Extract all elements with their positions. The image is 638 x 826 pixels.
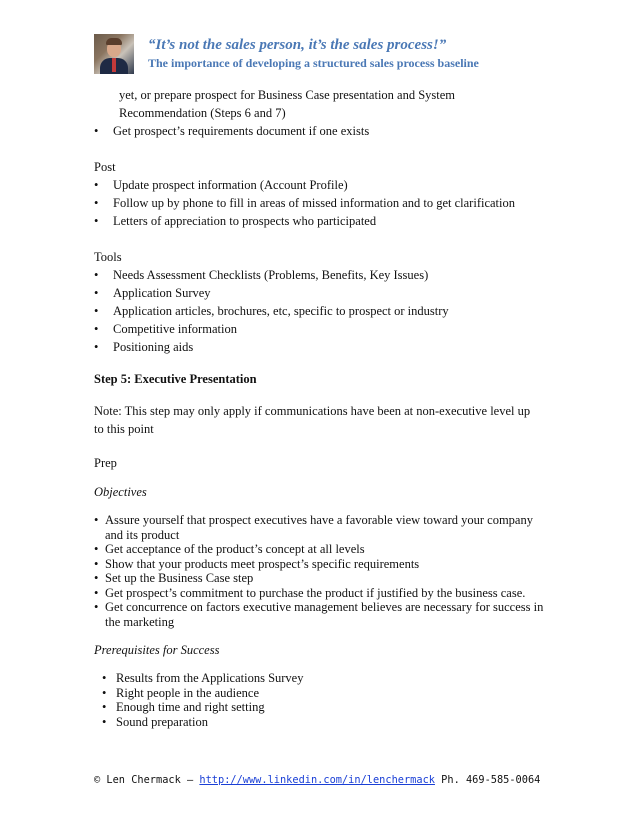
footer-phone: Ph. 469-585-0064	[434, 774, 541, 786]
list-item: • Update prospect information (Account Profile)	[94, 178, 348, 192]
list-item: • Assure yourself that prospect executives have a favorable view toward your company	[94, 513, 533, 527]
bullet-icon: •	[94, 340, 99, 354]
section-heading-post: Post	[94, 160, 116, 174]
prep-heading: Prep	[94, 456, 117, 470]
list-item: • Follow up by phone to fill in areas of missed information and to get clarification	[94, 196, 515, 210]
continued-text-line: yet, or prepare prospect for Business Case presentation and System	[119, 88, 456, 102]
bullet-icon: •	[94, 513, 99, 527]
bullet-icon: •	[94, 214, 99, 228]
linkedin-link[interactable]: http://www.linkedin.com/in/lenchermack	[199, 774, 435, 786]
section-heading-tools: Tools	[94, 250, 122, 264]
step5-heading: Step 5: Executive Presentation	[94, 372, 257, 386]
step5-note-cont: to this point	[94, 422, 154, 436]
bullet-icon: •	[94, 178, 99, 192]
prerequisites-heading: Prerequisites for Success	[94, 643, 220, 657]
bullet-icon: •	[102, 671, 107, 685]
list-item: • Results from the Applications Survey	[102, 671, 304, 685]
bullet-icon: •	[94, 124, 99, 138]
page-header	[94, 34, 614, 76]
bullet-icon: •	[94, 571, 99, 585]
list-item: • Letters of appreciation to prospects who participated	[94, 214, 377, 228]
list-item: • Get acceptance of the product’s concept at all levels	[94, 542, 365, 556]
step5-note: Note: This step may only apply if communications have been at non-executive level up	[94, 404, 531, 418]
bullet-icon: •	[94, 196, 99, 210]
list-item: • Show that your products meet prospect’s specific requirements	[94, 556, 420, 571]
bullet-icon: •	[94, 286, 99, 300]
bullet-icon: •	[94, 268, 99, 282]
author-photo	[94, 34, 134, 74]
footer-copyright: © Len Chermack –	[94, 774, 200, 786]
header-tagline: “It’s not the sales person, it’s the sales process!”	[148, 37, 447, 53]
list-item: • Right people in the audience	[102, 685, 260, 700]
bullet-icon: •	[102, 700, 107, 714]
list-item: • Application Survey	[94, 286, 211, 300]
list-item: • Application articles, brochures, etc, specific to prospect or industry	[94, 304, 449, 318]
list-item: • Get prospect’s requirements document if one exists	[94, 124, 370, 138]
list-item-cont: the marketing	[105, 614, 175, 629]
bullet-icon: •	[94, 556, 99, 571]
list-item: • Get prospect’s commitment to purchase the product if justified by the business case.	[94, 585, 526, 600]
list-item: • Get concurrence on factors executive management believes are necessary for success in	[94, 600, 544, 614]
bullet-icon: •	[102, 685, 107, 700]
bullet-icon: •	[94, 585, 99, 600]
bullet-icon: •	[94, 600, 99, 614]
header-subtitle: The importance of developing a structured sales process baseline	[148, 56, 479, 70]
objectives-heading: Objectives	[94, 485, 147, 499]
page-footer	[94, 774, 540, 786]
list-item-cont: and its product	[105, 527, 180, 542]
bullet-icon: •	[94, 322, 99, 336]
bullet-icon: •	[94, 542, 99, 556]
list-item: • Needs Assessment Checklists (Problems, Benefits, Key Issues)	[94, 268, 429, 282]
list-item: • Enough time and right setting	[102, 700, 265, 714]
list-item: • Positioning aids	[94, 340, 194, 354]
list-item: • Sound preparation	[102, 714, 208, 729]
list-item: • Set up the Business Case step	[94, 571, 254, 585]
bullet-icon: •	[94, 304, 99, 318]
bullet-icon: •	[102, 714, 107, 729]
continued-text-line: Recommendation (Steps 6 and 7)	[119, 106, 286, 120]
list-item: • Competitive information	[94, 322, 237, 336]
document-body	[94, 86, 564, 729]
